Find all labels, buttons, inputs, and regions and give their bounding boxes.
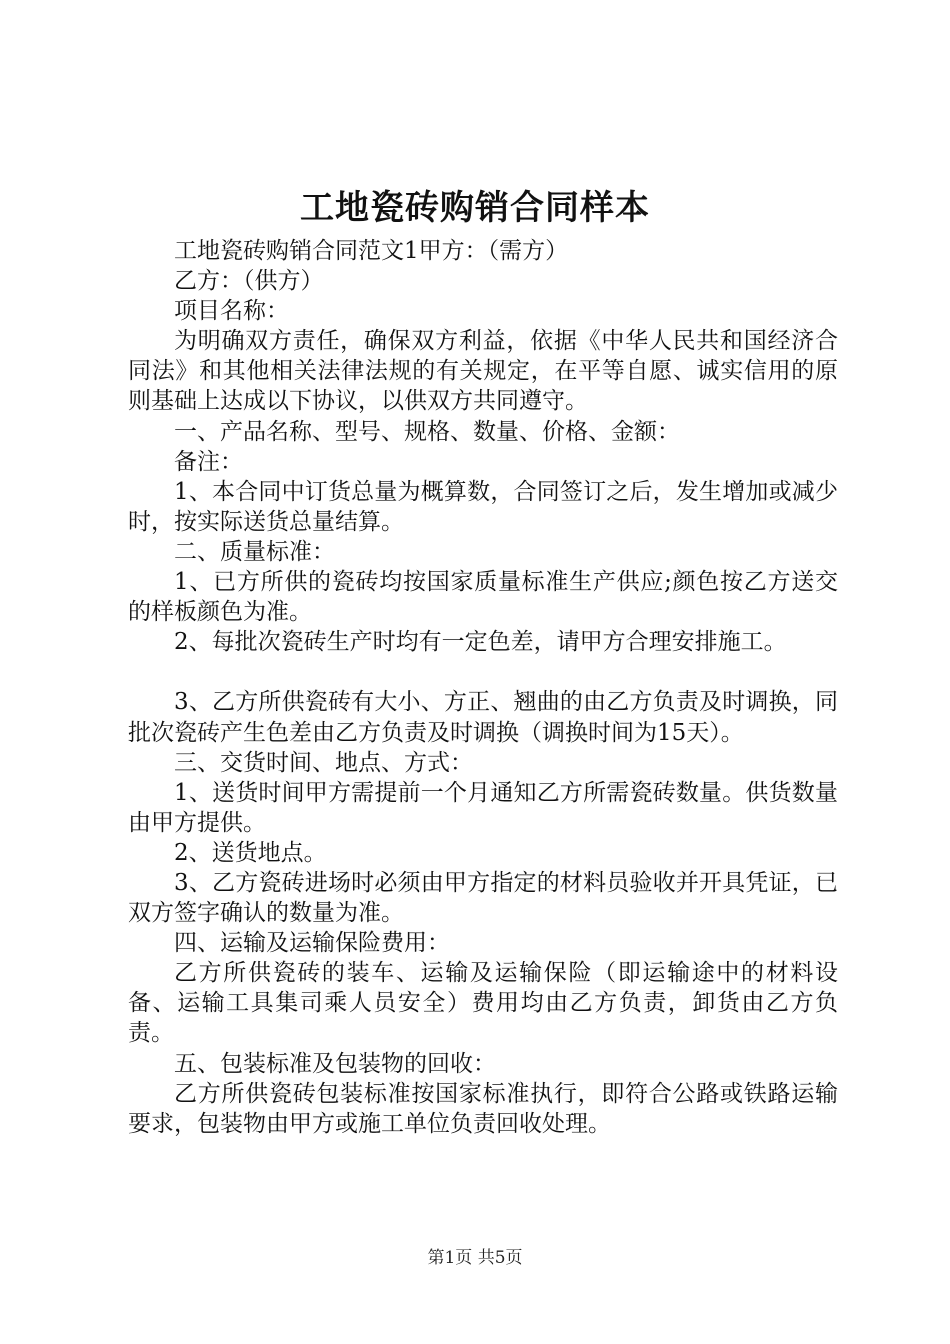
section-heading-transport: 四、运输及运输保险费用： <box>174 930 450 957</box>
page-number: 第1页 共5页 <box>427 1248 523 1268</box>
paragraph-preamble: 为明确双方责任，确保双方利益，依据《中华人民共和国经济合同法》和其他相关法律法规的有关规定，在平等自愿、诚实信用的原则基础上达成以下协议，以供双方共同遵守。 <box>128 328 838 415</box>
paragraph-clause: 2、送货地点。 <box>174 839 327 866</box>
paragraph-clause: 3、乙方所供瓷砖有大小、方正、翘曲的由乙方负责及时调换，同批次瓷砖产生色差由乙方负责及时调换（调换时间为15天）。 <box>128 689 838 746</box>
paragraph-clause: 2、每批次瓷砖生产时均有一定色差，请甲方合理安排施工。 <box>174 629 787 656</box>
paragraph-clause: 1、本合同中订货总量为概算数，合同签订之后，发生增加或减少时，按实际送货总量结算。 <box>128 478 838 535</box>
section-heading-quality: 二、质量标准： <box>174 538 335 565</box>
paragraph-clause: 1、已方所供的瓷砖均按国家质量标准生产供应;颜色按乙方送交的样板颜色为准。 <box>128 569 838 626</box>
paragraph-clause: 乙方所供瓷砖包装标准按国家标准执行，即符合公路或铁路运输要求，包装物由甲方或施工单位负责回收处理。 <box>128 1080 838 1137</box>
section-heading-product: 一、产品名称、型号、规格、数量、价格、金额： <box>174 418 680 445</box>
paragraph-remarks: 备注： <box>174 448 243 475</box>
paragraph-party-b: 乙方：（供方） <box>174 268 324 295</box>
section-heading-delivery: 三、交货时间、地点、方式： <box>174 749 473 776</box>
paragraph-clause: 3、乙方瓷砖进场时必须由甲方指定的材料员验收并开具凭证，已双方签字确认的数量为准。 <box>128 869 838 927</box>
document-title: 工地瓷砖购销合同样本 <box>300 188 650 228</box>
section-heading-packaging: 五、包装标准及包装物的回收： <box>174 1050 496 1077</box>
blank-line <box>128 657 838 687</box>
paragraph-clause: 1、送货时间甲方需提前一个月通知乙方所需瓷砖数量。供货数量由甲方提供。 <box>128 779 838 836</box>
paragraph-project-name: 项目名称： <box>174 298 289 325</box>
document-body <box>128 236 838 1139</box>
paragraph-party-a: 工地瓷砖购销合同范文1甲方：（需方） <box>174 238 569 264</box>
paragraph-clause: 乙方所供瓷砖的装车、运输及运输保险（即运输途中的材料设备、运输工具集司乘人员安全）费用均由乙方负责，卸货由乙方负责。 <box>128 960 838 1047</box>
